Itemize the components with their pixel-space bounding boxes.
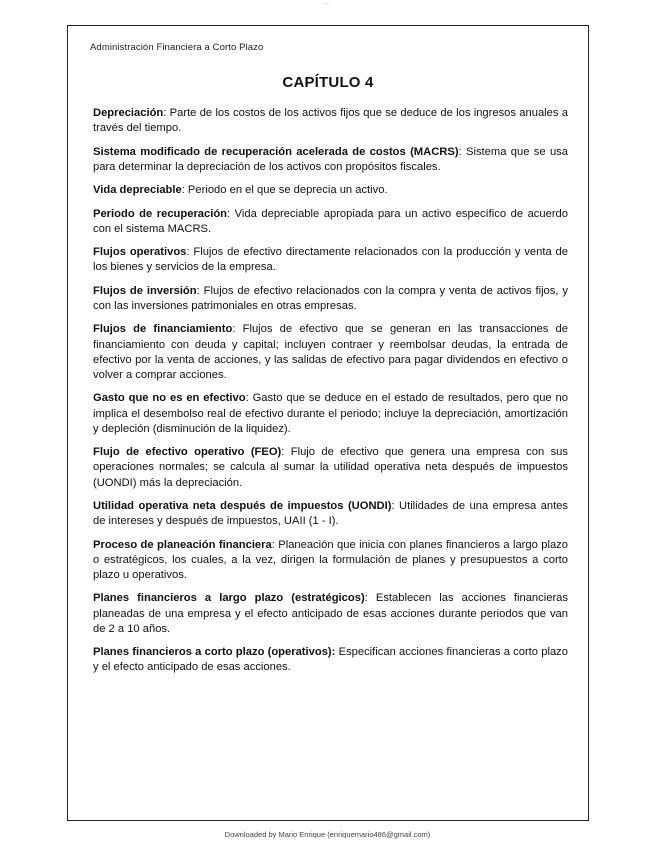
- glossary-term: Sistema modificado de recuperación acelerada de costos (MACRS): [93, 145, 459, 158]
- glossary-entry: [93, 207, 568, 237]
- glossary-definition: : Flujos de efectivo que se generan en las transacciones de financiamiento con deuda y capital; incluyen contraer y reembolsar deudas, la entrada de efectivo por la venta de acciones, y las salidas de efectivo para pagar dividendos en efectivo o volver a comprar acciones.: [93, 323, 568, 381]
- glossary-entry: [93, 645, 568, 675]
- glossary-entry: [93, 183, 568, 198]
- top-watermark: - - -: [323, 1, 332, 7]
- glossary-entry: [93, 145, 568, 175]
- glossary-term: Vida depreciable: [93, 184, 182, 197]
- glossary-definition: : Vida depreciable apropiada para un activo específico de acuerdo con el sistema MACRS.: [93, 207, 568, 235]
- glossary-definition: : Periodo en el que se deprecia un activo.: [181, 184, 388, 197]
- glossary-definition: : Sistema que se usa para determinar la depreciación de los activos con propósitos fiscales.: [93, 145, 568, 173]
- glossary-term: Flujo de efectivo operativo (FEO): [93, 446, 282, 459]
- glossary-definition: : Flujos de efectivo directamente relacionados con la producción y venta de los bienes y servicios de la empresa.: [93, 246, 569, 274]
- download-footer: Downloaded by Mario Enrique (enriquemario486@gmail.com): [224, 830, 431, 839]
- glossary-entry: [93, 499, 568, 529]
- glossary-term: Planes financieros a largo plazo (estratégicos): [93, 592, 365, 605]
- glossary-entry: [93, 245, 568, 275]
- glossary-entry: [93, 445, 568, 491]
- glossary-term: Utilidad operativa neta después de impuestos (UONDI): [93, 499, 392, 512]
- glossary-list: [93, 106, 568, 684]
- glossary-entry: [93, 322, 568, 383]
- glossary-definition: : Gasto que se deduce en el estado de resultados, pero que no implica el desembolso real de efectivo durante el periodo; incluye la depreciación, amortización y depleción (disminución de la liquidez).: [93, 392, 568, 435]
- glossary-definition: Especifican acciones financieras a corto plazo y el efecto anticipado de esas acciones.: [93, 646, 568, 674]
- glossary-term: Flujos de inversión: [93, 284, 197, 297]
- glossary-term: Flujos operativos: [93, 246, 187, 259]
- glossary-entry: [93, 106, 568, 136]
- glossary-definition: : Parte de los costos de los activos fijos que se deduce de los ingresos anuales a través del tiempo.: [93, 107, 568, 135]
- glossary-term: Flujos de financiamiento: [93, 323, 233, 336]
- glossary-definition: : Flujo de efectivo que genera una empresa con sus operaciones normales; se calcula al sumar la utilidad operativa neta después de impuestos (UONDI) más la depreciación.: [93, 446, 568, 489]
- glossary-entry: [93, 591, 568, 637]
- glossary-term: Proceso de planeación financiera: [93, 538, 272, 551]
- glossary-definition: : Establecen las acciones financieras planeadas de una empresa y el efecto anticipado de esas acciones durante periodos que van de 2 a 10 años.: [93, 592, 568, 635]
- glossary-entry: [93, 538, 568, 584]
- glossary-term: Planes financieros a corto plazo (operativos):: [93, 646, 336, 659]
- glossary-definition: : Flujos de efectivo relacionados con la compra y venta de activos fijos, y con las inversiones patrimoniales en otras empresas.: [93, 284, 569, 312]
- glossary-entry: [93, 391, 568, 437]
- glossary-definition: : Planeación que inicia con planes financieros a largo plazo o estratégicos, los cuales, a la vez, dirigen la formulación de planes y presupuestos a corto plazo u operativos.: [93, 538, 568, 581]
- chapter-title: CAPÍTULO 4: [282, 74, 374, 91]
- glossary-term: Periodo de recuperación: [93, 207, 228, 220]
- document-page: [67, 25, 589, 821]
- glossary-term: Gasto que no es en efectivo: [93, 392, 246, 405]
- glossary-entry: [93, 284, 568, 314]
- glossary-definition: : Utilidades de una empresa antes de intereses y después de impuestos, UAII (1 - I).: [93, 499, 568, 528]
- page-header: Administración Financiera a Corto Plazo: [90, 42, 264, 53]
- glossary-term: Depreciación: [93, 107, 164, 119]
